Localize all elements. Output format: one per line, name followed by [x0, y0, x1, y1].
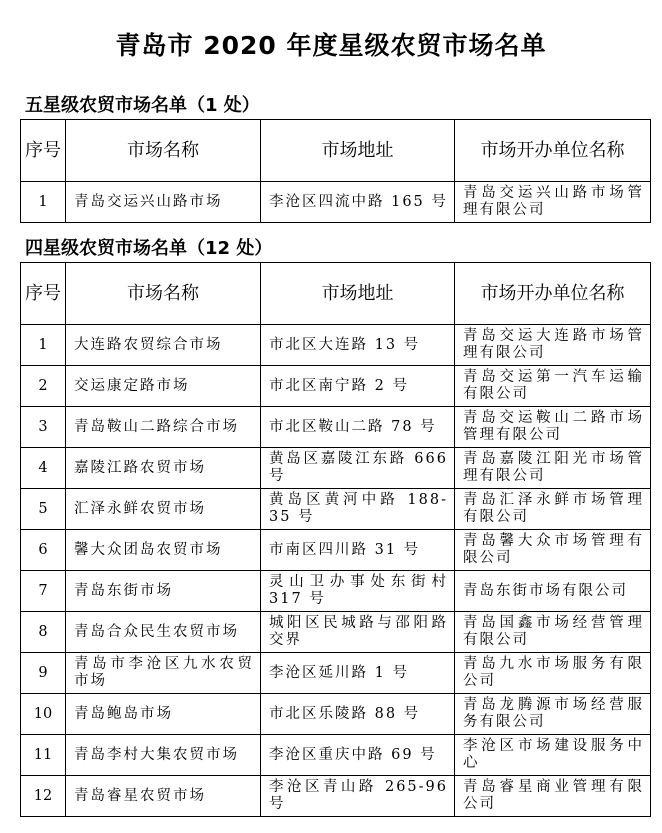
cell-no: 7: [21, 571, 66, 612]
cell-no: 9: [21, 653, 66, 694]
cell-market-name: 青岛鲍岛市场: [66, 694, 261, 735]
cell-no: 1: [21, 182, 66, 223]
header-no: 序号: [21, 120, 66, 182]
four-star-table-body: [21, 325, 651, 817]
cell-address: 李沧区延川路 1 号: [261, 653, 455, 694]
header-organizer: 市场开办单位名称: [455, 263, 651, 325]
page-title: 青岛市 2020 年度星级农贸市场名单: [115, 31, 547, 60]
table-header-row: [21, 263, 651, 325]
table-row: [21, 325, 651, 366]
five-star-section-title: 五星级农贸市场名单（1 处）: [25, 95, 260, 116]
cell-address: 李沧区重庆中路 69 号: [261, 735, 455, 776]
header-no: 序号: [21, 263, 66, 325]
four-star-market-table: [20, 262, 651, 817]
four-star-section-title: 四星级农贸市场名单（12 处）: [25, 238, 273, 259]
cell-organizer: 青岛汇泽永鲜市场管理有限公司: [455, 489, 651, 530]
cell-market-name: 青岛交运兴山路市场: [66, 182, 261, 223]
cell-address: 市北区大连路 13 号: [261, 325, 455, 366]
table-row: [21, 448, 651, 489]
table-row: [21, 182, 651, 223]
cell-address: 城阳区民城路与邵阳路交界: [261, 612, 455, 653]
cell-address: 市北区南宁路 2 号: [261, 366, 455, 407]
cell-address: 黄岛区嘉陵江东路 666 号: [261, 448, 455, 489]
header-name: 市场名称: [66, 263, 261, 325]
cell-organizer: 青岛嘉陵江阳光市场管理有限公司: [455, 448, 651, 489]
cell-market-name: 交运康定路市场: [66, 366, 261, 407]
table-row: [21, 366, 651, 407]
cell-market-name: 青岛李村大集农贸市场: [66, 735, 261, 776]
cell-no: 12: [21, 776, 66, 817]
table-row: [21, 735, 651, 776]
five-star-table-body: [21, 182, 651, 223]
cell-organizer: 李沧区市场建设服务中心: [455, 735, 651, 776]
cell-no: 11: [21, 735, 66, 776]
cell-market-name: 大连路农贸综合市场: [66, 325, 261, 366]
cell-organizer: 青岛睿星商业管理有限公司: [455, 776, 651, 817]
table-row: [21, 612, 651, 653]
table-header-row: [21, 120, 651, 182]
cell-address: 黄岛区黄河中路 188-35 号: [261, 489, 455, 530]
table-row: [21, 653, 651, 694]
cell-no: 4: [21, 448, 66, 489]
cell-address: 李沧区青山路 265-96 号: [261, 776, 455, 817]
table-row: [21, 530, 651, 571]
table-row: [21, 571, 651, 612]
cell-no: 6: [21, 530, 66, 571]
cell-market-name: 青岛市李沧区九水农贸市场: [66, 653, 261, 694]
cell-market-name: 青岛睿星农贸市场: [66, 776, 261, 817]
header-address: 市场地址: [261, 120, 455, 182]
cell-market-name: 青岛鞍山二路综合市场: [66, 407, 261, 448]
cell-no: 10: [21, 694, 66, 735]
cell-address: 市北区鞍山二路 78 号: [261, 407, 455, 448]
cell-no: 3: [21, 407, 66, 448]
cell-market-name: 嘉陵江路农贸市场: [66, 448, 261, 489]
cell-organizer: 青岛交运第一汽车运输有限公司: [455, 366, 651, 407]
cell-market-name: 青岛东街市场: [66, 571, 261, 612]
table-row: [21, 407, 651, 448]
cell-organizer: 青岛龙腾源市场经营服务有限公司: [455, 694, 651, 735]
cell-no: 1: [21, 325, 66, 366]
cell-no: 5: [21, 489, 66, 530]
cell-address: 灵山卫办事处东街村 317 号: [261, 571, 455, 612]
cell-no: 8: [21, 612, 66, 653]
table-row: [21, 489, 651, 530]
cell-organizer: 青岛交运大连路市场管理有限公司: [455, 325, 651, 366]
header-organizer: 市场开办单位名称: [455, 120, 651, 182]
cell-organizer: 青岛馨大众市场管理有限公司: [455, 530, 651, 571]
cell-organizer: 青岛交运鞍山二路市场管理有限公司: [455, 407, 651, 448]
cell-market-name: 馨大众团岛农贸市场: [66, 530, 261, 571]
cell-organizer: 青岛九水市场服务有限公司: [455, 653, 651, 694]
cell-address: 市南区四川路 31 号: [261, 530, 455, 571]
table-row: [21, 694, 651, 735]
cell-address: 李沧区四流中路 165 号: [261, 182, 455, 223]
cell-organizer: 青岛东街市场有限公司: [455, 571, 651, 612]
header-address: 市场地址: [261, 263, 455, 325]
cell-market-name: 青岛合众民生农贸市场: [66, 612, 261, 653]
header-name: 市场名称: [66, 120, 261, 182]
cell-market-name: 汇泽永鲜农贸市场: [66, 489, 261, 530]
cell-organizer: 青岛国鑫市场经营管理有限公司: [455, 612, 651, 653]
five-star-market-table: [20, 119, 651, 223]
cell-address: 市北区乐陵路 88 号: [261, 694, 455, 735]
cell-no: 2: [21, 366, 66, 407]
cell-organizer: 青岛交运兴山路市场管理有限公司: [455, 182, 651, 223]
table-row: [21, 776, 651, 817]
